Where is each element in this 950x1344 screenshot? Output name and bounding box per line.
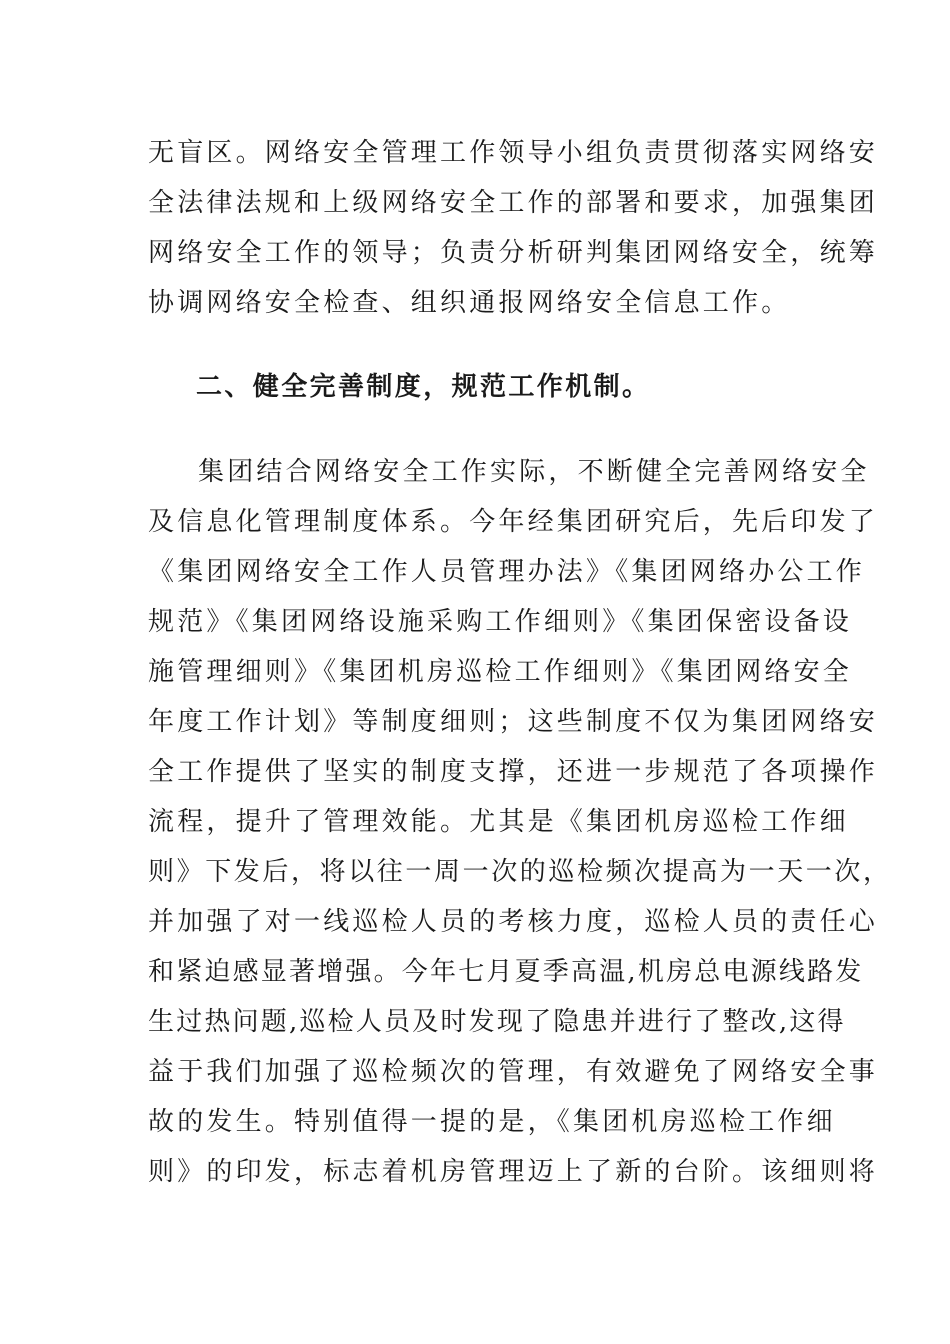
paragraph-line: 无盲区。网络安全管理工作领导小组负责贯彻落实网络安: [148, 138, 879, 168]
paragraph-line: 和紧迫感显著增强。今年七月夏季高温,机房总电源线路发: [148, 957, 864, 987]
paragraph-line: 全工作提供了坚实的制度支撑，还进一步规范了各项操作: [148, 757, 879, 787]
paragraph-line: 规范》《集团网络设施采购工作细则》《集团保密设备设: [148, 607, 853, 637]
paragraph-line: 故的发生。特别值得一提的是，《集团机房巡检工作细: [148, 1107, 836, 1137]
paragraph-line: 施管理细则》《集团机房巡检工作细则》《集团网络安全: [148, 657, 853, 687]
paragraph-line: 及信息化管理制度体系。今年经集团研究后，先后印发了: [148, 507, 879, 537]
paragraph-line: 流程，提升了管理效能。尤其是《集团机房巡检工作细: [148, 807, 849, 837]
paragraph-line: 集团结合网络安全工作实际，不断健全完善网络安全: [198, 457, 870, 487]
paragraph-line: 全法律法规和上级网络安全工作的部署和要求，加强集团: [148, 188, 879, 218]
paragraph-line: 年度工作计划》等制度细则；这些制度不仅为集团网络安: [148, 707, 879, 737]
paragraph-line: 益于我们加强了巡检频次的管理，有效避免了网络安全事: [148, 1057, 879, 1087]
section-heading: 二、健全完善制度，规范工作机制。: [196, 372, 651, 402]
paragraph-line: 生过热问题,巡检人员及时发现了隐患并进行了整改,这得: [148, 1007, 846, 1037]
paragraph-line: 《集团网络安全工作人员管理办法》《集团网络办公工作: [148, 557, 866, 587]
paragraph-line: 网络安全工作的领导；负责分析研判集团网络安全，统筹: [148, 238, 879, 268]
paragraph-line: 协调网络安全检查、组织通报网络安全信息工作。: [148, 288, 791, 318]
paragraph-line: 并加强了对一线巡检人员的考核力度，巡检人员的责任心: [148, 907, 879, 937]
paragraph-line: 则》的印发，标志着机房管理迈上了新的台阶。该细则将: [148, 1157, 879, 1187]
paragraph-line: 则》下发后，将以往一周一次的巡检频次提高为一天一次，: [148, 857, 892, 887]
